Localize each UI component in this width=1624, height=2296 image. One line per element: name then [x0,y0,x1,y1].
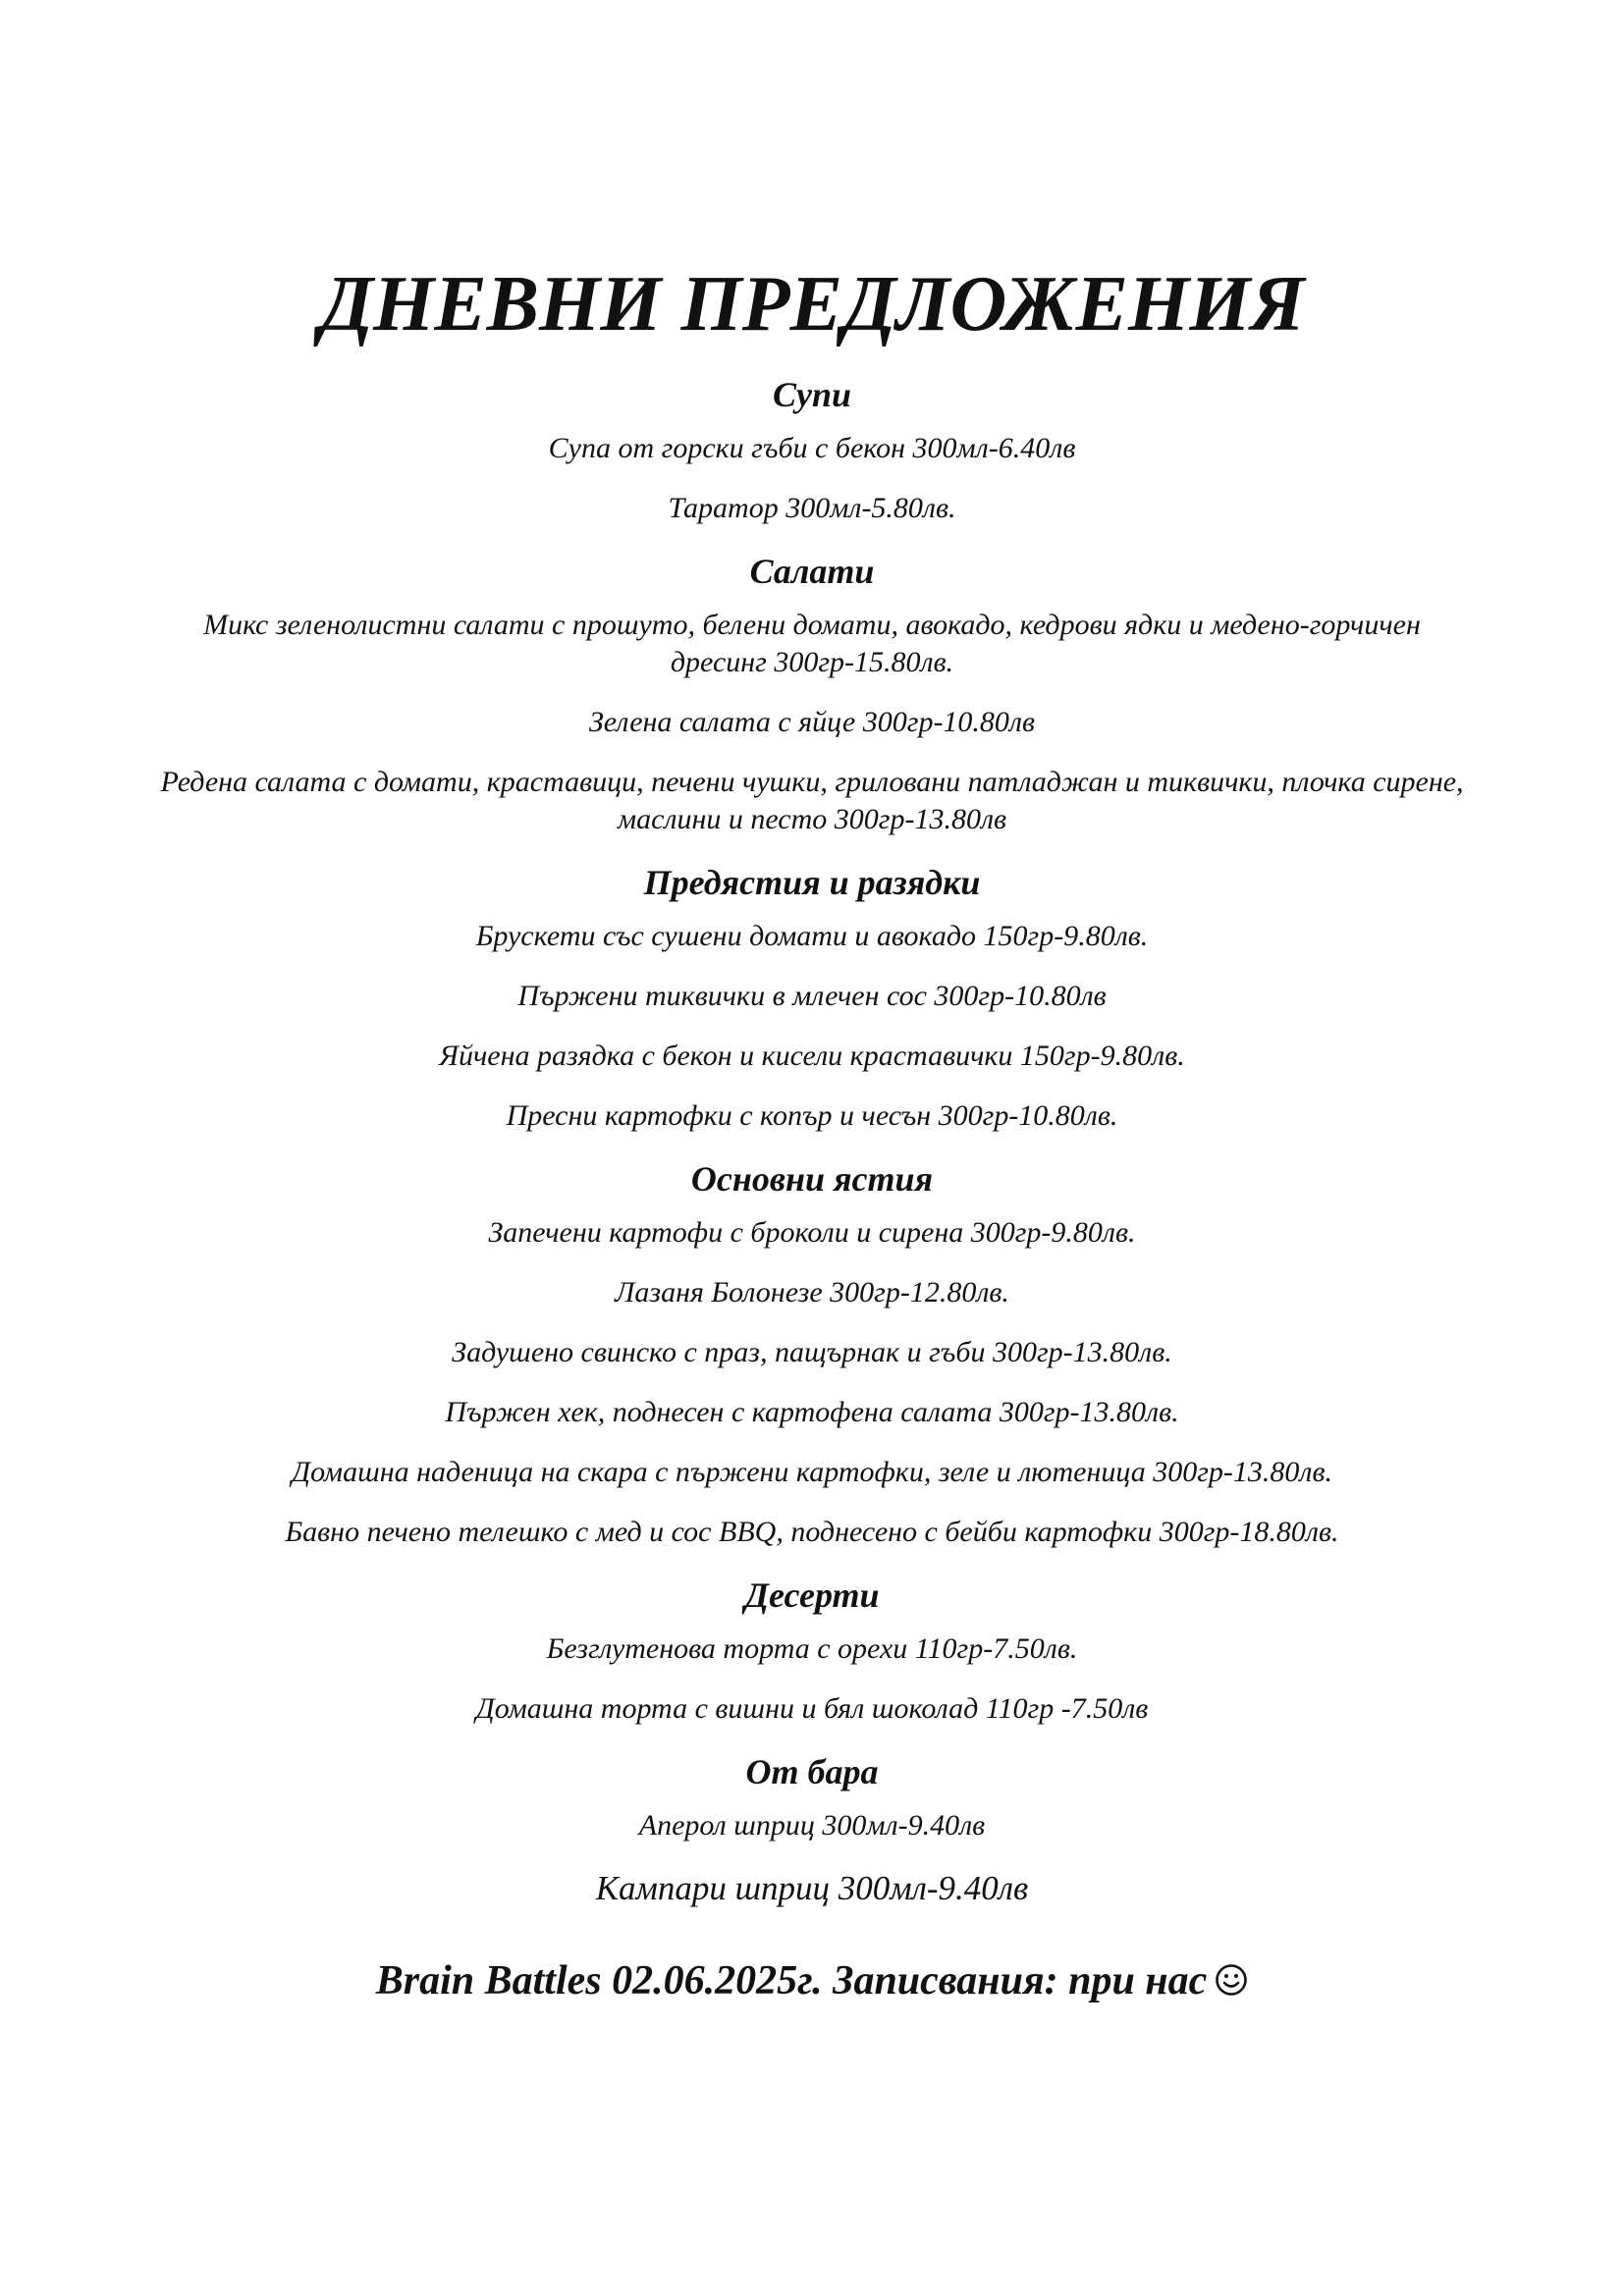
section-salads [157,550,1467,838]
menu-item: Лазаня Болонезе 300гр-12.80лв. [615,1276,1009,1308]
menu-item: Безглутенова торта с орехи 110гр-7.50лв. [546,1632,1078,1665]
section-heading: От бара [745,1752,879,1791]
event-announcement [0,1955,1624,2006]
menu-item: Бавно печено телешко с мед и сос BBQ, поднесено с бейби картофки 300гр-18.80лв. [285,1516,1339,1548]
menu-item: Пържени тиквички в млечен сос 300гр-10.80лв [517,980,1107,1012]
section-heading: Супи [772,375,852,414]
menu-item: Пресни картофки с копър и чесън 300гр-10.80лв. [506,1099,1118,1132]
menu-item: Кампари шприц 300мл-9.40лв [595,1869,1029,1907]
menu-content [157,373,1467,1933]
page-title: ДНЕВНИ ПРЕДЛОЖЕНИЯ [319,261,1305,347]
menu-item: Пържен хек, поднесен с картофена салата 300гр-13.80лв. [445,1396,1179,1428]
menu-item: Брускети със сушени домати и авокадо 150гр-9.80лв. [475,920,1149,952]
event-announcement-text: Brain Battles 02.06.2025г. Записвания: при нас [375,1958,1208,2003]
section-heading: Салати [749,552,875,591]
menu-item: Домашна наденица на скара с пържени картофки, зеле и лютеница 300гр-13.80лв. [291,1456,1332,1488]
menu-item: Зелена салата с яйце 300гр-10.80лв [588,706,1036,738]
section-starters [157,861,1467,1135]
section-heading: Предястия и разядки [643,863,981,902]
menu-item: Аперол шприц 300мл-9.40лв [638,1809,986,1842]
section-desserts [157,1574,1467,1728]
section-heading: Основни ястия [690,1159,934,1199]
menu-item: Таратор 300мл-5.80лв. [668,492,956,524]
section-soups [157,373,1467,527]
menu-item: Супа от горски гъби с бекон 300мл-6.40лв [548,432,1076,464]
menu-item: Микс зеленолистни салати с прошуто, белени домати, авокадо, кедрови ядки и медено-горчичен дресинг 300гр-15.80лв. [203,609,1421,678]
section-heading: Десерти [744,1575,880,1615]
section-bar [157,1750,1467,1910]
smiley-icon [1215,1963,1248,1997]
menu-item: Домашна торта с вишни и бял шоколад 110гр -7.50лв [475,1692,1149,1725]
menu-item: Задушено свинско с праз, пащърнак и гъби 300гр-13.80лв. [452,1336,1172,1368]
menu-item: Яйчена разядка с бекон и кисели краставички 150гр-9.80лв. [439,1040,1185,1072]
menu-item: Редена салата с домати, краставици, печени чушки, гриловани патладжан и тиквички, плочка сирене, маслини и песто 300гр-13.80лв [160,766,1464,835]
section-mains [157,1157,1467,1551]
menu-item: Запечени картофи с броколи и сирена 300гр-9.80лв. [488,1216,1136,1249]
